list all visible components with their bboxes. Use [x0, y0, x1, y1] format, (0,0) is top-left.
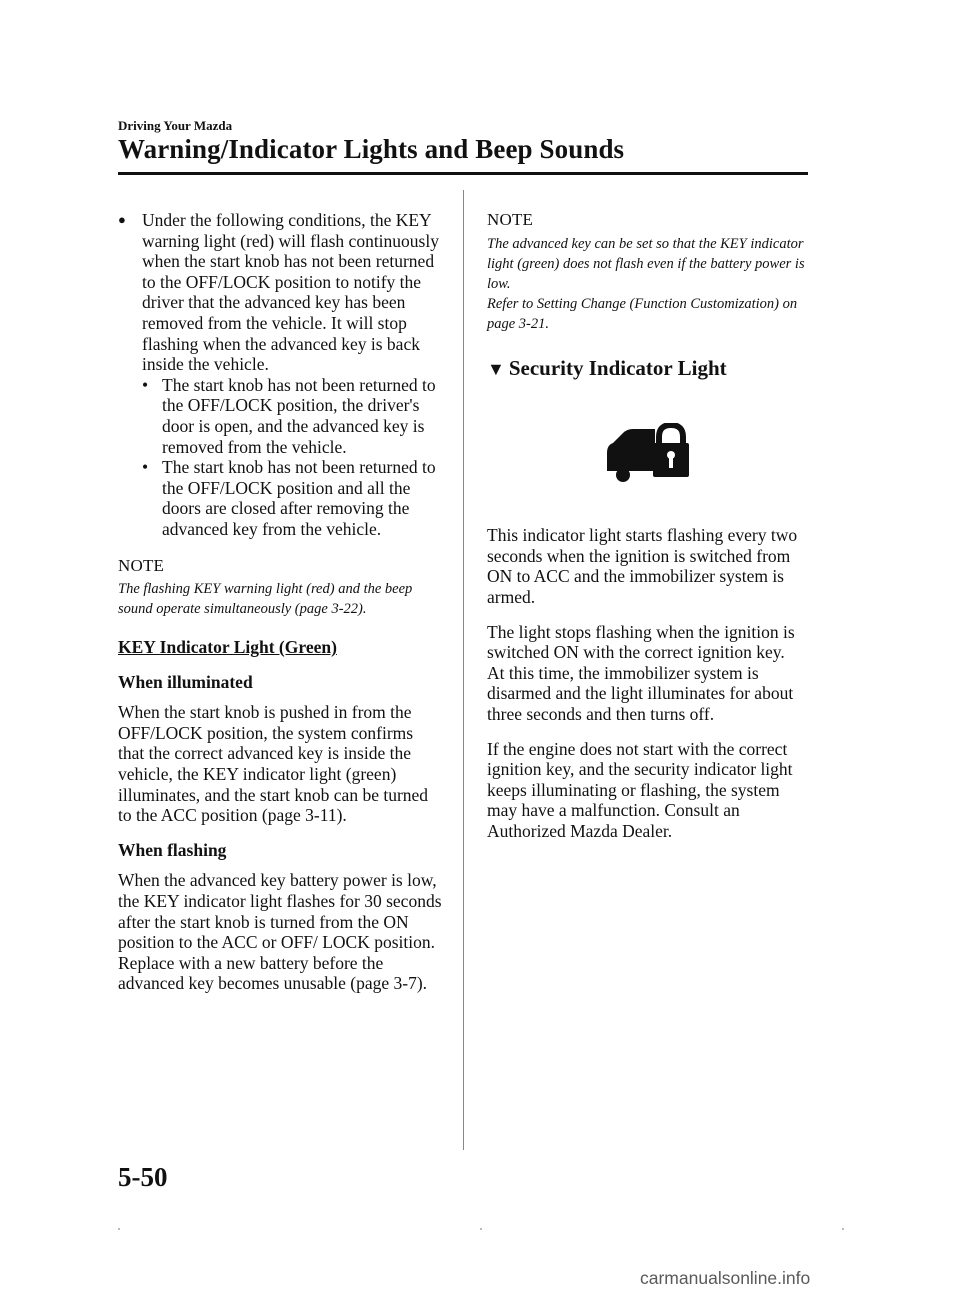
- page-title: Warning/Indicator Lights and Beep Sounds: [118, 134, 625, 164]
- sub-bullet-item: [118, 375, 443, 457]
- note-label: NOTE: [118, 555, 165, 575]
- bullet-icon: ●: [118, 212, 126, 227]
- bullet-item: [118, 210, 443, 375]
- sub-bullet-text: The start knob has not been returned to the OFF/LOCK position and all the doors are closed after removing the advanced key from the vehicle.: [162, 457, 436, 539]
- note-text: The flashing KEY warning light (red) and the beep sound operate simultaneously (page 3-22).: [118, 581, 413, 618]
- crop-dot: [118, 1228, 120, 1230]
- security-heading-text: Security Indicator Light: [508, 355, 727, 380]
- icon-container: [487, 423, 812, 503]
- illuminated-heading: When illuminated: [118, 671, 253, 692]
- triangle-down-icon: ▼: [487, 358, 505, 379]
- title-rule: [118, 172, 808, 175]
- page-number: 5-50: [118, 1162, 168, 1192]
- note-text-line2: Refer to Setting Change (Function Customization) on page 3-21.: [487, 295, 798, 332]
- crop-dot: [480, 1228, 482, 1230]
- security-paragraph-3: If the engine does not start with the correct ignition key, and the security indicator light keeps illuminating or flashing, the system may have a malfunction. Consult an Authorized Mazda Dealer.: [487, 738, 793, 841]
- flashing-text: When the advanced key battery power is low, the KEY indicator light flashes for 30 seconds after the start knob is turned from the ON position to the ACC or OFF/ LOCK position. Replace with a new battery before the advanced key becomes unusable (page 3-7).: [118, 870, 442, 994]
- key-indicator-heading: KEY Indicator Light (Green): [118, 637, 337, 658]
- illuminated-text: When the start knob is pushed in from the OFF/LOCK position, the system confirms that the correct advanced key is inside the vehicle, the KEY indicator light (green) illuminates, and the start knob can be turned to the ACC position (page 3-11).: [118, 702, 429, 826]
- right-column: [487, 210, 812, 842]
- crop-dot: [842, 1228, 844, 1230]
- security-paragraph-1: This indicator light starts flashing every two seconds when the ignition is switched from ON to ACC and the immobilizer system is armed.: [487, 525, 798, 607]
- column-divider: [463, 190, 464, 1150]
- security-paragraph-2b: At this time, the immobilizer system is disarmed and the light illuminates for about three seconds and then turns off.: [487, 662, 794, 724]
- section-label: Driving Your Mazda: [118, 118, 233, 133]
- note-label: NOTE: [487, 210, 534, 229]
- footer-watermark: carmanualsonline.info: [640, 1268, 811, 1288]
- car-lock-icon: [603, 423, 693, 483]
- bullet-text: Under the following conditions, the KEY warning light (red) will flash continuously when the start knob has not been returned to the OFF/LOCK position to notify the driver that the advanced key has been removed from the vehicle. It will stop flashing when the advanced key is back inside the vehicle.: [142, 210, 439, 375]
- sub-bullet-item: [118, 457, 443, 539]
- sub-bullet-icon: •: [142, 457, 149, 478]
- left-column: [118, 210, 443, 994]
- security-paragraph-2a: The light stops flashing when the ignition is switched ON with the correct ignition key.: [487, 621, 795, 663]
- flashing-heading: When flashing: [118, 839, 227, 860]
- sub-bullet-icon: •: [142, 374, 149, 395]
- security-heading: [487, 355, 812, 380]
- sub-bullet-text: The start knob has not been returned to the OFF/LOCK position, the driver's door is open, and the advanced key is removed from the vehicle.: [162, 374, 436, 457]
- note-text-line1: The advanced key can be set so that the KEY indicator light (green) does not flash even if the battery power is low.: [487, 235, 805, 292]
